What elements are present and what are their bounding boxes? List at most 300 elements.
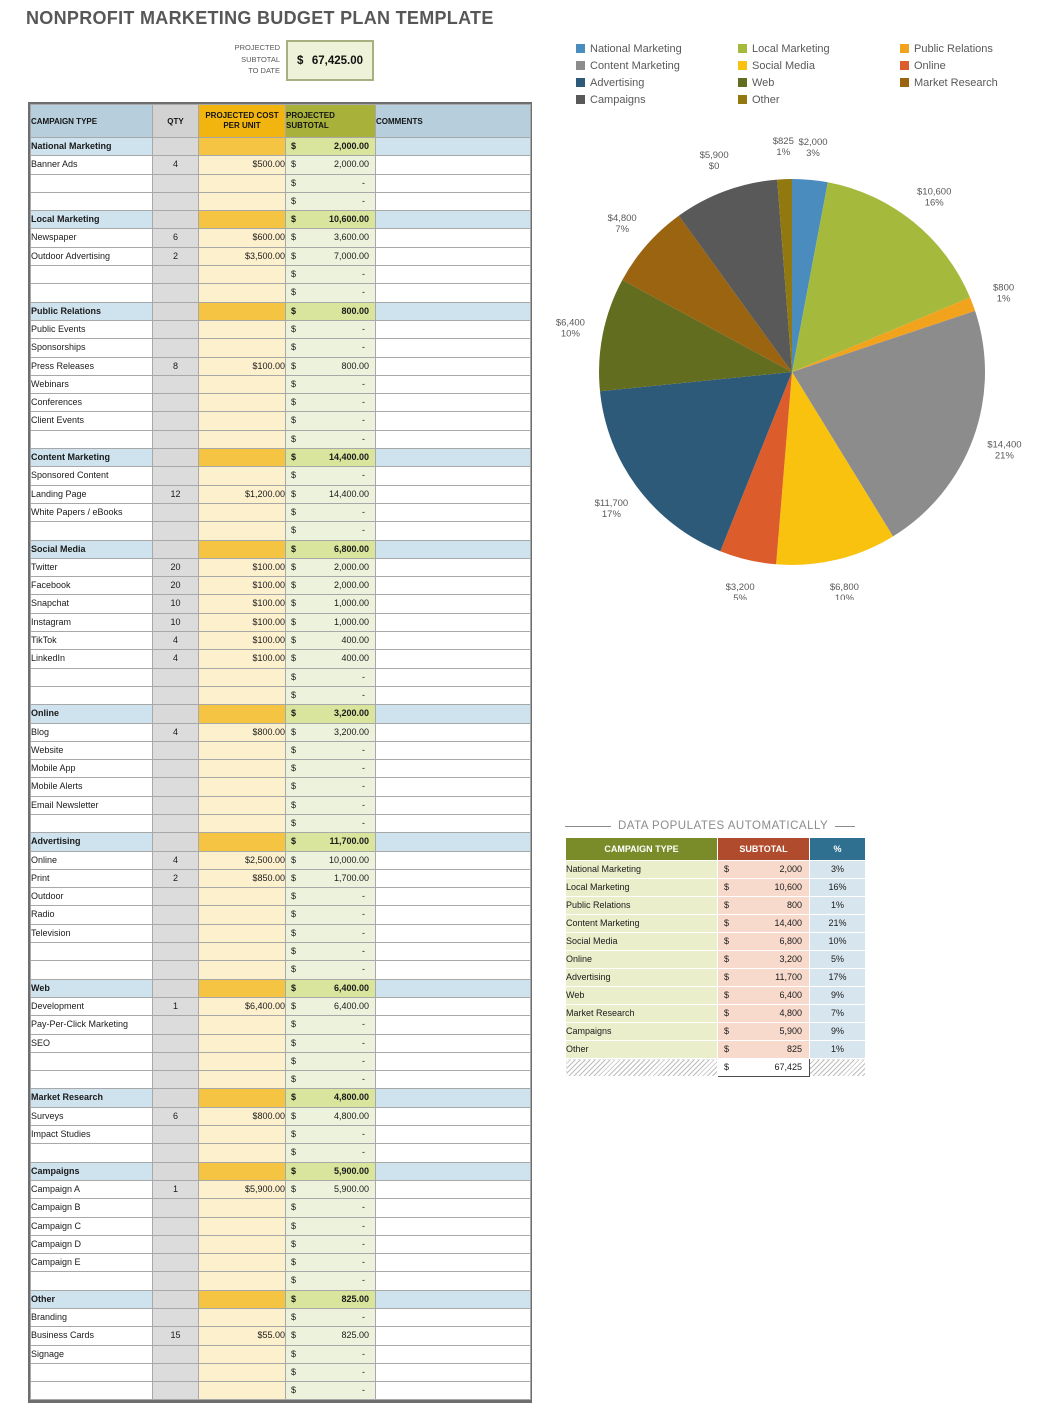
cell-cost-per-unit[interactable] xyxy=(199,1126,286,1144)
cell-qty[interactable] xyxy=(153,1162,199,1180)
cell-cost-per-unit[interactable] xyxy=(199,888,286,906)
cell-comments[interactable] xyxy=(376,1217,531,1235)
cell-comments[interactable] xyxy=(376,1089,531,1107)
cell-item-name[interactable]: Campaign D xyxy=(31,1235,153,1253)
cell-item-subtotal[interactable] xyxy=(286,339,376,357)
cell-comments[interactable] xyxy=(376,851,531,869)
cell-cost-per-unit[interactable] xyxy=(199,686,286,704)
cell-item-name[interactable]: Snapchat xyxy=(31,595,153,613)
cell-cost-per-unit[interactable] xyxy=(199,1144,286,1162)
cell-section-name[interactable]: Campaigns xyxy=(31,1162,153,1180)
cell-item-name[interactable] xyxy=(31,284,153,302)
cell-item-subtotal[interactable] xyxy=(286,247,376,265)
cell-cost-per-unit[interactable] xyxy=(199,1089,286,1107)
summary-cell-subtotal[interactable] xyxy=(718,1041,810,1059)
cell-section-name[interactable]: Content Marketing xyxy=(31,449,153,467)
cell-cost-per-unit[interactable] xyxy=(199,375,286,393)
cell-comments[interactable] xyxy=(376,1309,531,1327)
cell-qty[interactable] xyxy=(153,778,199,796)
cell-item-name[interactable]: Campaign B xyxy=(31,1199,153,1217)
cell-item-subtotal[interactable] xyxy=(286,503,376,521)
cell-qty[interactable] xyxy=(153,375,199,393)
cell-comments[interactable] xyxy=(376,174,531,192)
cell-section-subtotal[interactable] xyxy=(286,302,376,320)
cell-comments[interactable] xyxy=(376,650,531,668)
cell-cost-per-unit[interactable]: $100.00 xyxy=(199,650,286,668)
cell-item-name[interactable] xyxy=(31,522,153,540)
cell-item-name[interactable]: Email Newsletter xyxy=(31,796,153,814)
cell-item-name[interactable] xyxy=(31,1052,153,1070)
summary-cell-type[interactable]: Web xyxy=(566,987,718,1005)
cell-section-subtotal[interactable] xyxy=(286,138,376,156)
cell-qty[interactable] xyxy=(153,174,199,192)
cell-qty[interactable] xyxy=(153,540,199,558)
cell-qty[interactable] xyxy=(153,705,199,723)
cell-comments[interactable] xyxy=(376,943,531,961)
cell-item-name[interactable]: Press Releases xyxy=(31,357,153,375)
cell-qty[interactable]: 10 xyxy=(153,613,199,631)
cell-cost-per-unit[interactable]: $800.00 xyxy=(199,1107,286,1125)
header-qty[interactable]: QTY xyxy=(153,105,199,138)
cell-qty[interactable]: 2 xyxy=(153,247,199,265)
summary-header-blank[interactable]: % xyxy=(810,838,866,861)
cell-qty[interactable] xyxy=(153,924,199,942)
cell-qty[interactable]: 12 xyxy=(153,485,199,503)
cell-item-name[interactable] xyxy=(31,1382,153,1400)
cell-comments[interactable] xyxy=(376,1290,531,1308)
cell-item-subtotal[interactable] xyxy=(286,778,376,796)
cell-comments[interactable] xyxy=(376,1052,531,1070)
cell-comments[interactable] xyxy=(376,632,531,650)
cell-qty[interactable] xyxy=(153,1254,199,1272)
cell-comments[interactable] xyxy=(376,906,531,924)
cell-item-subtotal[interactable] xyxy=(286,1254,376,1272)
cell-item-name[interactable]: Client Events xyxy=(31,412,153,430)
cell-cost-per-unit[interactable]: $850.00 xyxy=(199,869,286,887)
header-comments[interactable]: COMMENTS xyxy=(376,105,531,138)
cell-item-subtotal[interactable] xyxy=(286,430,376,448)
cell-cost-per-unit[interactable] xyxy=(199,266,286,284)
cell-comments[interactable] xyxy=(376,247,531,265)
cell-comments[interactable] xyxy=(376,485,531,503)
cell-comments[interactable] xyxy=(376,888,531,906)
cell-item-subtotal[interactable] xyxy=(286,1272,376,1290)
cell-section-subtotal[interactable] xyxy=(286,449,376,467)
cell-qty[interactable] xyxy=(153,1016,199,1034)
cell-section-name[interactable]: Advertising xyxy=(31,833,153,851)
cell-item-name[interactable]: Business Cards xyxy=(31,1327,153,1345)
cell-comments[interactable] xyxy=(376,375,531,393)
cell-section-name[interactable]: Local Marketing xyxy=(31,211,153,229)
cell-item-subtotal[interactable] xyxy=(286,924,376,942)
cell-item-name[interactable] xyxy=(31,1144,153,1162)
cell-item-name[interactable]: Mobile Alerts xyxy=(31,778,153,796)
cell-qty[interactable] xyxy=(153,760,199,778)
cell-item-subtotal[interactable] xyxy=(286,375,376,393)
cell-qty[interactable] xyxy=(153,1034,199,1052)
cell-item-name[interactable] xyxy=(31,961,153,979)
cell-cost-per-unit[interactable]: $6,400.00 xyxy=(199,997,286,1015)
cell-cost-per-unit[interactable] xyxy=(199,394,286,412)
cell-cost-per-unit[interactable] xyxy=(199,924,286,942)
cell-cost-per-unit[interactable]: $55.00 xyxy=(199,1327,286,1345)
summary-cell-subtotal[interactable] xyxy=(718,933,810,951)
cell-cost-per-unit[interactable] xyxy=(199,741,286,759)
cell-qty[interactable]: 1 xyxy=(153,997,199,1015)
cell-qty[interactable]: 1 xyxy=(153,1180,199,1198)
cell-item-subtotal[interactable] xyxy=(286,1071,376,1089)
cell-qty[interactable] xyxy=(153,668,199,686)
cell-cost-per-unit[interactable] xyxy=(199,284,286,302)
cell-qty[interactable] xyxy=(153,888,199,906)
summary-cell-pct[interactable]: 10% xyxy=(810,933,866,951)
cell-cost-per-unit[interactable]: $600.00 xyxy=(199,229,286,247)
cell-comments[interactable] xyxy=(376,229,531,247)
cell-item-subtotal[interactable] xyxy=(286,1235,376,1253)
cell-item-name[interactable]: Impact Studies xyxy=(31,1126,153,1144)
cell-item-subtotal[interactable] xyxy=(286,723,376,741)
cell-qty[interactable] xyxy=(153,1144,199,1162)
cell-qty[interactable] xyxy=(153,394,199,412)
cell-item-subtotal[interactable] xyxy=(286,613,376,631)
cell-comments[interactable] xyxy=(376,522,531,540)
cell-section-subtotal[interactable] xyxy=(286,1290,376,1308)
cell-comments[interactable] xyxy=(376,924,531,942)
cell-item-name[interactable] xyxy=(31,174,153,192)
cell-comments[interactable] xyxy=(376,266,531,284)
cell-section-subtotal[interactable] xyxy=(286,833,376,851)
cell-qty[interactable] xyxy=(153,467,199,485)
cell-comments[interactable] xyxy=(376,430,531,448)
cell-item-subtotal[interactable] xyxy=(286,1327,376,1345)
cell-item-subtotal[interactable] xyxy=(286,796,376,814)
cell-cost-per-unit[interactable]: $100.00 xyxy=(199,577,286,595)
cell-section-name[interactable]: Online xyxy=(31,705,153,723)
cell-item-name[interactable]: Public Events xyxy=(31,320,153,338)
cell-qty[interactable]: 4 xyxy=(153,723,199,741)
cell-cost-per-unit[interactable]: $500.00 xyxy=(199,156,286,174)
cell-cost-per-unit[interactable]: $3,500.00 xyxy=(199,247,286,265)
cell-cost-per-unit[interactable]: $5,900.00 xyxy=(199,1180,286,1198)
cell-item-name[interactable]: Television xyxy=(31,924,153,942)
cell-qty[interactable] xyxy=(153,961,199,979)
cell-item-name[interactable]: Banner Ads xyxy=(31,156,153,174)
cell-comments[interactable] xyxy=(376,686,531,704)
cell-comments[interactable] xyxy=(376,1272,531,1290)
cell-item-name[interactable]: Print xyxy=(31,869,153,887)
cell-comments[interactable] xyxy=(376,1034,531,1052)
summary-cell-type[interactable]: Campaigns xyxy=(566,1023,718,1041)
summary-cell-pct[interactable]: 3% xyxy=(810,861,866,879)
cell-cost-per-unit[interactable] xyxy=(199,1217,286,1235)
header-projected-cost-per-unit[interactable]: PROJECTED COST PER UNIT xyxy=(199,105,286,138)
cell-comments[interactable] xyxy=(376,284,531,302)
cell-item-subtotal[interactable] xyxy=(286,1309,376,1327)
cell-item-name[interactable]: Instagram xyxy=(31,613,153,631)
cell-comments[interactable] xyxy=(376,1126,531,1144)
cell-item-subtotal[interactable] xyxy=(286,174,376,192)
cell-item-name[interactable]: Landing Page xyxy=(31,485,153,503)
cell-section-subtotal[interactable] xyxy=(286,979,376,997)
cell-section-name[interactable]: Web xyxy=(31,979,153,997)
cell-item-name[interactable] xyxy=(31,430,153,448)
cell-qty[interactable] xyxy=(153,503,199,521)
cell-comments[interactable] xyxy=(376,1327,531,1345)
summary-cell-pct[interactable]: 1% xyxy=(810,1041,866,1059)
cell-qty[interactable] xyxy=(153,979,199,997)
projected-subtotal-value-cell[interactable] xyxy=(286,40,374,81)
header-campaign-type[interactable]: CAMPAIGN TYPE xyxy=(31,105,153,138)
cell-cost-per-unit[interactable] xyxy=(199,668,286,686)
cell-cost-per-unit[interactable] xyxy=(199,906,286,924)
summary-cell-pct[interactable]: 9% xyxy=(810,1023,866,1041)
cell-cost-per-unit[interactable] xyxy=(199,449,286,467)
cell-item-subtotal[interactable] xyxy=(286,485,376,503)
cell-qty[interactable] xyxy=(153,943,199,961)
summary-header-campaign-type[interactable]: CAMPAIGN TYPE xyxy=(566,838,718,861)
summary-cell-pct[interactable]: 9% xyxy=(810,987,866,1005)
cell-item-subtotal[interactable] xyxy=(286,943,376,961)
cell-qty[interactable] xyxy=(153,522,199,540)
cell-comments[interactable] xyxy=(376,412,531,430)
cell-cost-per-unit[interactable] xyxy=(199,1199,286,1217)
cell-qty[interactable] xyxy=(153,1052,199,1070)
summary-total-cell[interactable] xyxy=(718,1059,810,1077)
cell-item-subtotal[interactable] xyxy=(286,522,376,540)
cell-qty[interactable] xyxy=(153,302,199,320)
cell-item-name[interactable]: Campaign E xyxy=(31,1254,153,1272)
cell-item-name[interactable] xyxy=(31,192,153,210)
cell-cost-per-unit[interactable] xyxy=(199,760,286,778)
cell-item-subtotal[interactable] xyxy=(286,1180,376,1198)
cell-section-name[interactable]: National Marketing xyxy=(31,138,153,156)
summary-cell-pct[interactable]: 16% xyxy=(810,879,866,897)
cell-cost-per-unit[interactable] xyxy=(199,961,286,979)
cell-item-subtotal[interactable] xyxy=(286,1345,376,1363)
cell-item-name[interactable]: TikTok xyxy=(31,632,153,650)
summary-cell-subtotal[interactable] xyxy=(718,969,810,987)
cell-item-subtotal[interactable] xyxy=(286,284,376,302)
cell-comments[interactable] xyxy=(376,192,531,210)
cell-item-subtotal[interactable] xyxy=(286,412,376,430)
cell-qty[interactable] xyxy=(153,1382,199,1400)
cell-comments[interactable] xyxy=(376,705,531,723)
cell-item-subtotal[interactable] xyxy=(286,1217,376,1235)
cell-item-subtotal[interactable] xyxy=(286,1034,376,1052)
cell-item-name[interactable]: Outdoor xyxy=(31,888,153,906)
cell-item-name[interactable]: Twitter xyxy=(31,558,153,576)
cell-cost-per-unit[interactable] xyxy=(199,540,286,558)
cell-qty[interactable]: 8 xyxy=(153,357,199,375)
cell-item-subtotal[interactable] xyxy=(286,888,376,906)
summary-cell-type[interactable]: Content Marketing xyxy=(566,915,718,933)
cell-item-name[interactable]: Radio xyxy=(31,906,153,924)
cell-comments[interactable] xyxy=(376,778,531,796)
cell-cost-per-unit[interactable]: $100.00 xyxy=(199,558,286,576)
cell-item-name[interactable]: Blog xyxy=(31,723,153,741)
cell-section-subtotal[interactable] xyxy=(286,1162,376,1180)
cell-cost-per-unit[interactable]: $100.00 xyxy=(199,595,286,613)
cell-comments[interactable] xyxy=(376,558,531,576)
cell-item-name[interactable]: SEO xyxy=(31,1034,153,1052)
cell-cost-per-unit[interactable] xyxy=(199,1290,286,1308)
cell-item-name[interactable]: Facebook xyxy=(31,577,153,595)
cell-comments[interactable] xyxy=(376,796,531,814)
cell-qty[interactable] xyxy=(153,320,199,338)
cell-qty[interactable] xyxy=(153,906,199,924)
cell-comments[interactable] xyxy=(376,814,531,832)
cell-item-name[interactable] xyxy=(31,814,153,832)
summary-cell-type[interactable]: National Marketing xyxy=(566,861,718,879)
cell-cost-per-unit[interactable] xyxy=(199,1272,286,1290)
cell-qty[interactable] xyxy=(153,266,199,284)
cell-item-subtotal[interactable] xyxy=(286,851,376,869)
cell-item-name[interactable] xyxy=(31,1272,153,1290)
cell-cost-per-unit[interactable] xyxy=(199,503,286,521)
cell-item-name[interactable]: Website xyxy=(31,741,153,759)
cell-comments[interactable] xyxy=(376,1235,531,1253)
cell-cost-per-unit[interactable] xyxy=(199,302,286,320)
cell-comments[interactable] xyxy=(376,595,531,613)
cell-comments[interactable] xyxy=(376,613,531,631)
cell-comments[interactable] xyxy=(376,302,531,320)
cell-cost-per-unit[interactable] xyxy=(199,1071,286,1089)
cell-item-name[interactable] xyxy=(31,668,153,686)
cell-comments[interactable] xyxy=(376,1144,531,1162)
cell-cost-per-unit[interactable] xyxy=(199,174,286,192)
cell-qty[interactable] xyxy=(153,1071,199,1089)
summary-cell-subtotal[interactable] xyxy=(718,897,810,915)
summary-cell-subtotal[interactable] xyxy=(718,1005,810,1023)
cell-comments[interactable] xyxy=(376,668,531,686)
cell-comments[interactable] xyxy=(376,1199,531,1217)
summary-cell-pct[interactable]: 17% xyxy=(810,969,866,987)
cell-item-subtotal[interactable] xyxy=(286,558,376,576)
cell-item-name[interactable] xyxy=(31,943,153,961)
cell-cost-per-unit[interactable] xyxy=(199,467,286,485)
cell-item-subtotal[interactable] xyxy=(286,650,376,668)
cell-qty[interactable]: 10 xyxy=(153,595,199,613)
cell-item-subtotal[interactable] xyxy=(286,632,376,650)
summary-cell-subtotal[interactable] xyxy=(718,987,810,1005)
cell-item-name[interactable]: Pay-Per-Click Marketing xyxy=(31,1016,153,1034)
cell-comments[interactable] xyxy=(376,1345,531,1363)
cell-qty[interactable] xyxy=(153,412,199,430)
cell-qty[interactable] xyxy=(153,284,199,302)
cell-qty[interactable]: 4 xyxy=(153,156,199,174)
cell-qty[interactable]: 6 xyxy=(153,229,199,247)
cell-comments[interactable] xyxy=(376,156,531,174)
cell-item-subtotal[interactable] xyxy=(286,1107,376,1125)
cell-item-subtotal[interactable] xyxy=(286,668,376,686)
cell-cost-per-unit[interactable] xyxy=(199,1034,286,1052)
cell-qty[interactable] xyxy=(153,1345,199,1363)
summary-cell-pct[interactable]: 5% xyxy=(810,951,866,969)
cell-qty[interactable]: 15 xyxy=(153,1327,199,1345)
cell-cost-per-unit[interactable] xyxy=(199,833,286,851)
cell-item-subtotal[interactable] xyxy=(286,266,376,284)
cell-section-name[interactable]: Other xyxy=(31,1290,153,1308)
cell-item-subtotal[interactable] xyxy=(286,1016,376,1034)
cell-qty[interactable] xyxy=(153,1290,199,1308)
cell-cost-per-unit[interactable]: $2,500.00 xyxy=(199,851,286,869)
cell-cost-per-unit[interactable] xyxy=(199,339,286,357)
cell-item-subtotal[interactable] xyxy=(286,577,376,595)
cell-qty[interactable] xyxy=(153,1235,199,1253)
cell-item-name[interactable]: Conferences xyxy=(31,394,153,412)
cell-comments[interactable] xyxy=(376,1382,531,1400)
cell-item-subtotal[interactable] xyxy=(286,1199,376,1217)
cell-item-name[interactable] xyxy=(31,1071,153,1089)
summary-cell-type[interactable]: Online xyxy=(566,951,718,969)
summary-cell-type[interactable]: Social Media xyxy=(566,933,718,951)
cell-cost-per-unit[interactable] xyxy=(199,796,286,814)
cell-comments[interactable] xyxy=(376,1016,531,1034)
cell-comments[interactable] xyxy=(376,997,531,1015)
cell-qty[interactable] xyxy=(153,796,199,814)
cell-cost-per-unit[interactable] xyxy=(199,412,286,430)
cell-item-name[interactable] xyxy=(31,266,153,284)
cell-section-name[interactable]: Market Research xyxy=(31,1089,153,1107)
cell-cost-per-unit[interactable]: $100.00 xyxy=(199,613,286,631)
cell-cost-per-unit[interactable] xyxy=(199,320,286,338)
cell-cost-per-unit[interactable] xyxy=(199,943,286,961)
cell-qty[interactable]: 4 xyxy=(153,851,199,869)
cell-item-subtotal[interactable] xyxy=(286,595,376,613)
cell-item-name[interactable] xyxy=(31,1363,153,1381)
summary-cell-type[interactable]: Market Research xyxy=(566,1005,718,1023)
cell-comments[interactable] xyxy=(376,320,531,338)
cell-item-name[interactable] xyxy=(31,686,153,704)
cell-qty[interactable] xyxy=(153,192,199,210)
cell-cost-per-unit[interactable] xyxy=(199,1382,286,1400)
cell-qty[interactable]: 20 xyxy=(153,577,199,595)
cell-item-name[interactable]: Online xyxy=(31,851,153,869)
cell-section-name[interactable]: Public Relations xyxy=(31,302,153,320)
cell-item-name[interactable]: LinkedIn xyxy=(31,650,153,668)
cell-cost-per-unit[interactable]: $800.00 xyxy=(199,723,286,741)
cell-item-name[interactable]: Campaign C xyxy=(31,1217,153,1235)
cell-comments[interactable] xyxy=(376,503,531,521)
cell-comments[interactable] xyxy=(376,540,531,558)
cell-qty[interactable]: 6 xyxy=(153,1107,199,1125)
cell-item-subtotal[interactable] xyxy=(286,1382,376,1400)
summary-cell-type[interactable]: Local Marketing xyxy=(566,879,718,897)
cell-qty[interactable] xyxy=(153,211,199,229)
cell-comments[interactable] xyxy=(376,138,531,156)
cell-qty[interactable]: 4 xyxy=(153,632,199,650)
cell-item-name[interactable]: Signage xyxy=(31,1345,153,1363)
cell-comments[interactable] xyxy=(376,1180,531,1198)
cell-item-name[interactable]: Mobile App xyxy=(31,760,153,778)
cell-comments[interactable] xyxy=(376,339,531,357)
summary-cell-type[interactable]: Advertising xyxy=(566,969,718,987)
cell-item-subtotal[interactable] xyxy=(286,156,376,174)
summary-cell-type[interactable]: Public Relations xyxy=(566,897,718,915)
cell-qty[interactable]: 4 xyxy=(153,650,199,668)
cell-item-subtotal[interactable] xyxy=(286,1363,376,1381)
cell-cost-per-unit[interactable]: $100.00 xyxy=(199,357,286,375)
summary-cell-subtotal[interactable] xyxy=(718,951,810,969)
cell-cost-per-unit[interactable] xyxy=(199,1235,286,1253)
cell-item-name[interactable]: Newspaper xyxy=(31,229,153,247)
cell-item-name[interactable]: Outdoor Advertising xyxy=(31,247,153,265)
summary-cell-pct[interactable]: 21% xyxy=(810,915,866,933)
cell-section-subtotal[interactable] xyxy=(286,540,376,558)
cell-cost-per-unit[interactable] xyxy=(199,1309,286,1327)
cell-comments[interactable] xyxy=(376,979,531,997)
cell-cost-per-unit[interactable] xyxy=(199,1345,286,1363)
